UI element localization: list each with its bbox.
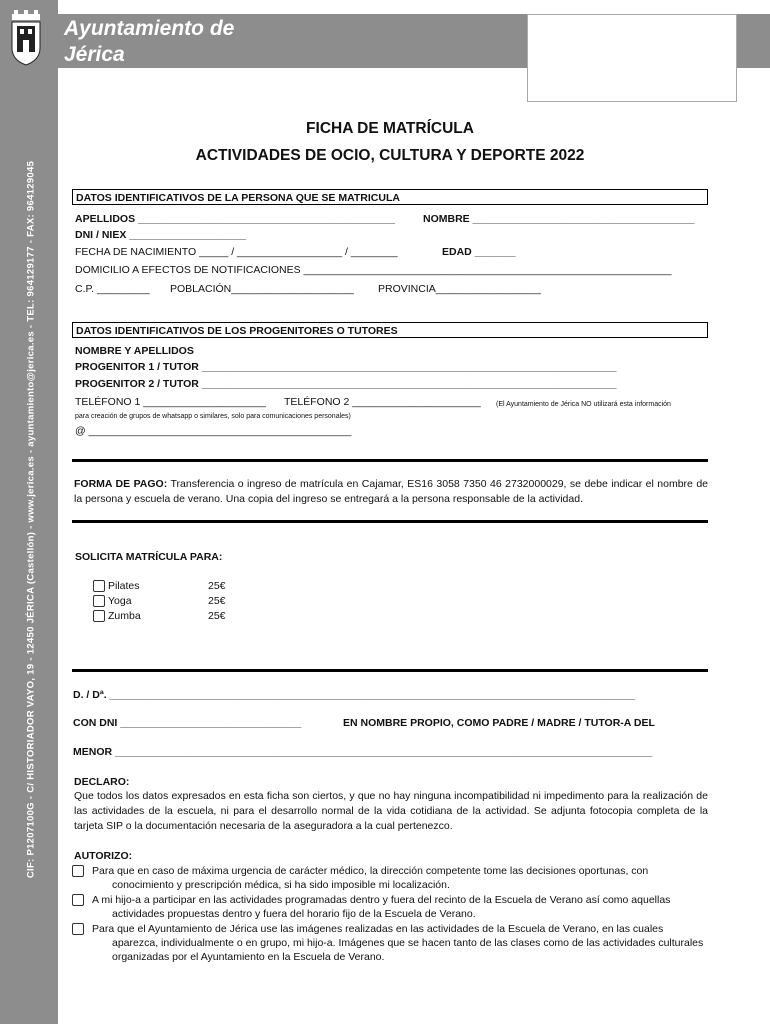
- divider: [72, 459, 708, 462]
- apellidos-field[interactable]: APELLIDOS ____________________________________________: [75, 213, 395, 225]
- nombre-apellidos-label: NOMBRE Y APELLIDOS: [75, 345, 194, 357]
- enrollment-option-zumba[interactable]: [93, 609, 226, 624]
- edad-field[interactable]: EDAD _______: [442, 246, 516, 258]
- progenitor2-field[interactable]: PROGENITOR 2 / TUTOR _______________________________________________________________________: [75, 378, 617, 390]
- checkbox[interactable]: [93, 595, 105, 607]
- form-title: FICHA DE MATRÍCULA: [306, 120, 474, 137]
- contact-vertical-text: CIF: P1207100G - C/ HISTORIADOR VAYO, 19 - 12450 JÉRICA (Castellón) - www.jerica.es - ayuntamiento@jerica.es - TEL: 964129177 - FAX: 964129045: [25, 160, 37, 879]
- cp-field[interactable]: C.P. _________: [75, 283, 150, 295]
- whatsapp-note-2: para creación de grupos de whatsapp o similares, solo para comunicaciones personales): [75, 413, 351, 420]
- enrollment-option-yoga[interactable]: [93, 594, 226, 609]
- autorizo-item: [72, 893, 708, 921]
- dona-field[interactable]: D. / Dª. __________________________________________________________________________________________: [73, 689, 636, 701]
- progenitor1-field[interactable]: PROGENITOR 1 / TUTOR _______________________________________________________________________: [75, 361, 617, 373]
- checkbox[interactable]: [93, 580, 105, 592]
- autorizo-text: A mi hijo-a a participar en las actividades programadas dentro y fuera del recinto de la Escuela de Verano así como aquellas: [92, 894, 671, 906]
- fecha-nacimiento-field[interactable]: FECHA DE NACIMIENTO _____ / __________________ / ________: [75, 246, 398, 258]
- option-name: Pilates: [108, 580, 140, 592]
- town-coat-of-arms-icon: [8, 10, 44, 66]
- header-title-line2: Jérica: [64, 43, 125, 66]
- autorizo-item: [72, 864, 708, 892]
- payment-paragraph: [74, 477, 708, 507]
- parents-section-header: DATOS IDENTIFICATIVOS DE LOS PROGENITORES O TUTORES: [72, 322, 708, 338]
- option-name: Zumba: [108, 610, 141, 622]
- autorizo-text-cont: actividades propuestas dentro y fuera del horario fijo de la Escuela de Verano.: [112, 908, 476, 920]
- option-price: 25€: [208, 610, 226, 622]
- dni-field[interactable]: DNI / NIEX ____________________: [75, 229, 247, 241]
- checkbox[interactable]: [72, 894, 84, 906]
- provincia-field[interactable]: PROVINCIA__________________: [378, 283, 541, 295]
- payment-text: Transferencia o ingreso de matrícula en Cajamar, ES16 3058 7350 46 2732000029, se debe indicar el nombre de la persona y escuela de verano. Una copia del ingreso se entregará a la persona responsable de la actividad.: [74, 478, 708, 505]
- con-dni-field[interactable]: CON DNI _______________________________: [73, 717, 302, 729]
- header-title-line1: Ayuntamiento de: [64, 17, 235, 40]
- autorizo-text-cont: aparezca, individualmente o en grupo, mi hijo-a. Imágenes que se hacen tanto de las clases como de las actividades culturales organizadas por el Ayuntamiento en la Escuela de Verano.: [112, 937, 704, 963]
- declaro-text: Que todos los datos expresados en esta ficha son ciertos, y que no hay ninguna incompatibilidad ni impedimento para la realización de las actividades de la escuela, ni para el desarrollo normal de la vida cotidiana de la actividad. Se adjunta fotocopia completa de la tarjeta SIP o la documentación necesaria de la aseguradora a la cual pertenezco.: [74, 790, 708, 832]
- telefono2-field[interactable]: TELÉFONO 2 ______________________: [284, 396, 481, 408]
- registry-stamp-box: [527, 14, 737, 102]
- email-field[interactable]: @ _____________________________________________: [75, 425, 352, 437]
- payment-label: FORMA DE PAGO:: [74, 478, 168, 490]
- autorizo-item: [72, 922, 708, 964]
- menor-field[interactable]: MENOR ____________________________________________________________________________________________: [73, 746, 653, 758]
- autorizo-text: Para que el Ayuntamiento de Jérica use las imágenes realizadas en las actividades de la Escuela de Verano, en las cuales: [92, 923, 664, 935]
- person-section-header: DATOS IDENTIFICATIVOS DE LA PERSONA QUE SE MATRICULA: [72, 189, 708, 205]
- enrollment-option-pilates[interactable]: [93, 579, 226, 594]
- telefono1-field[interactable]: TELÉFONO 1 _____________________: [75, 396, 266, 408]
- poblacion-field[interactable]: POBLACIÓN_____________________: [170, 283, 354, 295]
- checkbox[interactable]: [72, 923, 84, 935]
- nombre-field[interactable]: NOMBRE ______________________________________: [423, 213, 695, 225]
- declaro-label: DECLARO:: [74, 776, 130, 788]
- checkbox[interactable]: [72, 865, 84, 877]
- autorizo-label: AUTORIZO:: [74, 850, 133, 862]
- whatsapp-note-1: (El Ayuntamiento de Jérica NO utilizará esta información: [496, 401, 671, 408]
- header-title: [64, 16, 234, 68]
- autorizo-text: Para que en caso de máxima urgencia de carácter médico, la dirección competente tome las decisiones oportunas, con: [92, 865, 649, 877]
- en-nombre-text: EN NOMBRE PROPIO, COMO PADRE / MADRE / TUTOR-A DEL: [343, 717, 655, 729]
- form-subtitle: ACTIVIDADES DE OCIO, CULTURA Y DEPORTE 2022: [195, 147, 585, 164]
- domicilio-field[interactable]: DOMICILIO A EFECTOS DE NOTIFICACIONES _______________________________________________________________: [75, 264, 672, 276]
- enrollment-label: SOLICITA MATRÍCULA PARA:: [75, 551, 223, 563]
- divider: [72, 669, 708, 672]
- checkbox[interactable]: [93, 610, 105, 622]
- option-price: 25€: [208, 580, 226, 592]
- option-price: 25€: [208, 595, 226, 607]
- divider: [72, 520, 708, 523]
- option-name: Yoga: [108, 595, 132, 607]
- autorizo-text-cont: conocimiento y prescripción médica, si ha sido imposible mi localización.: [112, 879, 450, 891]
